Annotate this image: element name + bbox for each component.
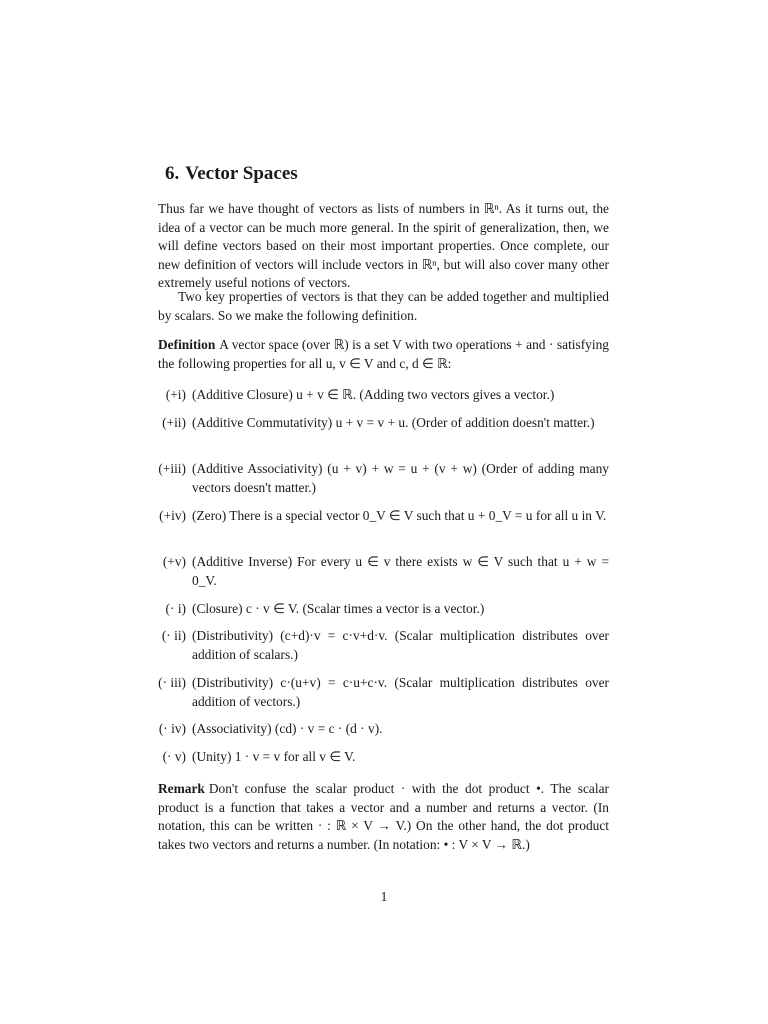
definition-block — [158, 336, 609, 373]
property-item — [150, 507, 609, 526]
intro-paragraph-1: Thus far we have thought of vectors as lists of numbers in ℝⁿ. As it turns out, the idea of a vector can be much more general. In the spirit of generalization, then, we will define vectors based on their most important properties. Once complete, our new definition of vectors will include vectors in ℝⁿ, but will also cover many other extremely useful notions of vectors. — [158, 201, 609, 290]
property-text: (Closure) c · v ∈ V. (Scalar times a vector is a vector.) — [192, 601, 485, 616]
page-number: 1 — [380, 889, 388, 904]
property-text: (Additive Inverse) For every u ∈ v there exists w ∈ V such that u + w = 0_V. — [192, 554, 609, 588]
property-text: (Zero) There is a special vector 0_V ∈ V such that u + 0_V = u for all u in V. — [192, 508, 607, 523]
property-item — [150, 720, 609, 739]
property-text: (Additive Associativity) (u + v) + w = u + (v + w) (Order of adding many vectors doesn't matter.) — [192, 461, 609, 495]
property-text: (Additive Commutativity) u + v = v + u. (Order of addition doesn't matter.) — [192, 415, 595, 430]
property-text: (Distributivity) (c+d)·v = c·v+d·v. (Scalar multiplication distributes over addition of scalars.) — [192, 628, 609, 662]
section-number: 6. — [165, 163, 180, 184]
property-item — [150, 600, 609, 619]
property-tag: (· ii) — [161, 628, 186, 643]
property-text: (Associativity) (cd) · v = c · (d · v). — [192, 721, 383, 736]
property-tag: (+i) — [165, 387, 186, 402]
property-item — [150, 460, 609, 497]
property-tag: (+iv) — [159, 508, 186, 523]
property-item — [150, 627, 609, 664]
property-tag: (· v) — [162, 749, 186, 764]
property-text: (Distributivity) c·(u+v) = c·u+c·v. (Scalar multiplication distributes over addition of vectors.) — [192, 675, 609, 709]
remark-label: Remark — [158, 781, 205, 796]
remark-block — [158, 780, 609, 854]
remark-text: Don't confuse the scalar product · with the dot product •. The scalar product is a function that takes a vector and a number and returns a vector. (In notation, this can be written · : ℝ × V → V.) On the other hand, the dot product takes two vectors and returns a number. (In notation: • : V × V → ℝ.) — [158, 781, 609, 852]
section-title: Vector Spaces — [185, 163, 298, 184]
property-text: (Additive Closure) u + v ∈ ℝ. (Adding two vectors gives a vector.) — [192, 387, 555, 402]
property-item — [150, 414, 609, 433]
intro-paragraph-2: Two key properties of vectors is that they can be added together and multiplied by scalars. So we make the following definition. — [158, 289, 609, 323]
property-tag: (· iii) — [158, 675, 186, 690]
definition-label: Definition — [158, 337, 216, 352]
property-tag: (+ii) — [162, 415, 186, 430]
property-tag: (+iii) — [158, 461, 186, 476]
section-heading — [165, 163, 298, 185]
property-item — [150, 674, 609, 711]
property-item — [150, 386, 609, 405]
property-tag: (· i) — [165, 601, 186, 616]
property-tag: (· iv) — [158, 721, 186, 736]
property-item — [150, 553, 609, 590]
property-text: (Unity) 1 · v = v for all v ∈ V. — [192, 749, 356, 764]
property-tag: (+v) — [162, 554, 186, 569]
definition-text: A vector space (over ℝ) is a set V with two operations + and · satisfying the following properties for all u, v ∈ V and c, d ∈ ℝ: — [158, 337, 609, 371]
property-item — [150, 748, 609, 767]
